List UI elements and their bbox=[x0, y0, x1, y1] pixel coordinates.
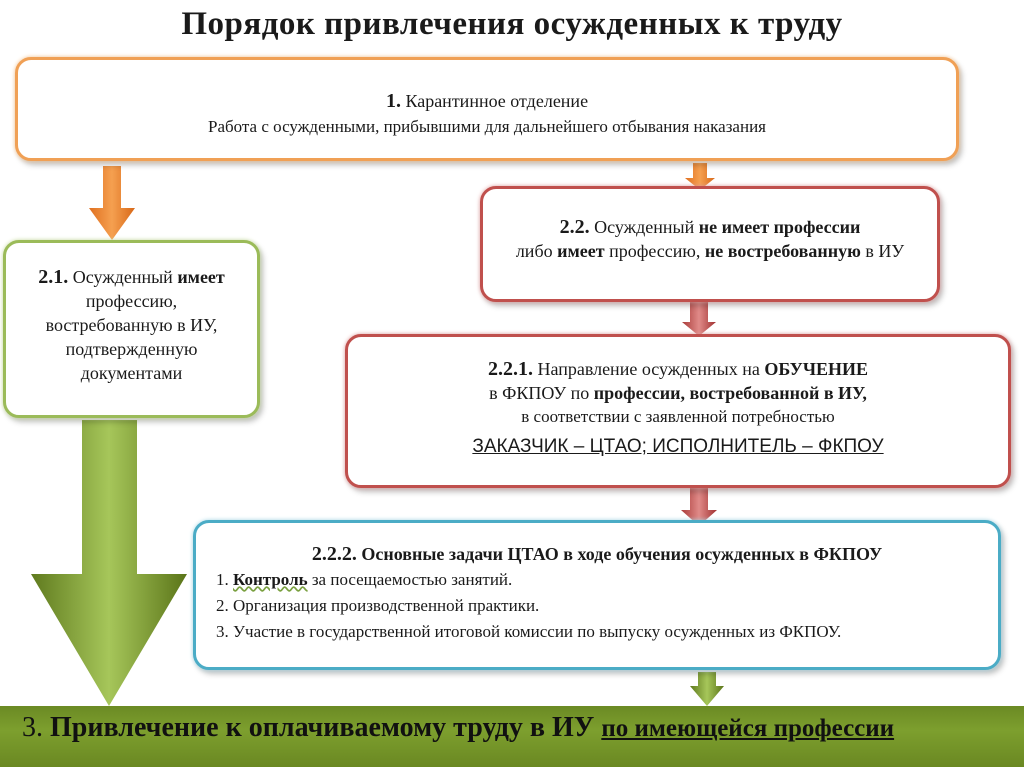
box22-text-d: имеет bbox=[557, 241, 605, 261]
box221-text-e: в соответствии с заявленной потребностью bbox=[521, 407, 835, 426]
arrow-big-green bbox=[31, 420, 187, 706]
box222-heading: Основные задачи ЦТАО в ходе обучения осужденных в ФКПОУ bbox=[361, 544, 883, 564]
box-quarantine bbox=[15, 57, 959, 161]
box221-text-b: ОБУЧЕНИЕ bbox=[764, 359, 869, 379]
box1-number: 1. bbox=[385, 90, 401, 112]
box221-customer-executor: ЗАКАЗЧИК – ЦТАО; ИСПОЛНИТЕЛЬ – ФКПОУ bbox=[472, 436, 884, 457]
bottom-statement bbox=[22, 712, 894, 744]
box222-item-1 bbox=[216, 567, 998, 593]
box21-text-c: профессию, bbox=[85, 291, 178, 311]
box-training-referral bbox=[345, 334, 1011, 488]
box222-item1-rest: за посещаемостью занятий. bbox=[311, 570, 513, 589]
arrow-to-bottom bbox=[690, 672, 724, 706]
box222-number: 2.2.2. bbox=[311, 543, 357, 565]
box222-item1-bold: Контроль bbox=[233, 570, 308, 589]
box21-text-e: подтвержденную bbox=[65, 339, 198, 359]
bottom-underlined-text: по имеющейся профессии bbox=[601, 715, 895, 742]
box21-text-d: востребованную в ИУ, bbox=[45, 315, 218, 335]
box22-text-a: Осужденный bbox=[594, 217, 695, 237]
bottom-main-text: Привлечение к оплачиваемому труду в ИУ bbox=[50, 712, 595, 743]
box222-item1-num: 1. bbox=[216, 570, 229, 589]
box221-text-c: в ФКПОУ по bbox=[489, 383, 590, 403]
box221-text-a: Направление осужденных на bbox=[537, 359, 760, 379]
box-has-profession bbox=[3, 240, 260, 418]
box21-text-f: документами bbox=[80, 363, 183, 383]
box22-text-g: в ИУ bbox=[865, 241, 905, 261]
box21-number: 2.1. bbox=[38, 266, 69, 288]
bottom-number: 3. bbox=[22, 712, 43, 743]
box22-text-b: не имеет профессии bbox=[698, 217, 861, 237]
arrow-to-2-2-1 bbox=[682, 302, 716, 336]
box22-number: 2.2. bbox=[559, 216, 590, 238]
box222-item-2: 2. Организация производственной практики. bbox=[216, 596, 540, 615]
box22-text-e: профессию, bbox=[609, 241, 701, 261]
box-no-profession bbox=[480, 186, 940, 302]
box21-text-a: Осужденный bbox=[72, 267, 173, 287]
box21-text-b: имеет bbox=[177, 267, 225, 287]
box-ctao-tasks bbox=[193, 520, 1001, 670]
box222-item-3: 3. Участие в государственной итоговой комиссии по выпуску осужденных из ФКПОУ. bbox=[216, 622, 842, 641]
box1-heading: Карантинное отделение bbox=[405, 91, 589, 111]
box1-text: Работа с осужденными, прибывшими для дальнейшего отбывания наказания bbox=[208, 117, 766, 136]
page-title: Порядок привлечения осужденных к труду bbox=[181, 6, 843, 42]
box221-number: 2.2.1. bbox=[487, 358, 533, 380]
arrow-to-2-1 bbox=[89, 166, 135, 240]
box22-text-c: либо bbox=[515, 241, 553, 261]
box22-text-f: не востребованную bbox=[704, 241, 861, 261]
box221-text-d: профессии, востребованной в ИУ, bbox=[593, 383, 867, 403]
